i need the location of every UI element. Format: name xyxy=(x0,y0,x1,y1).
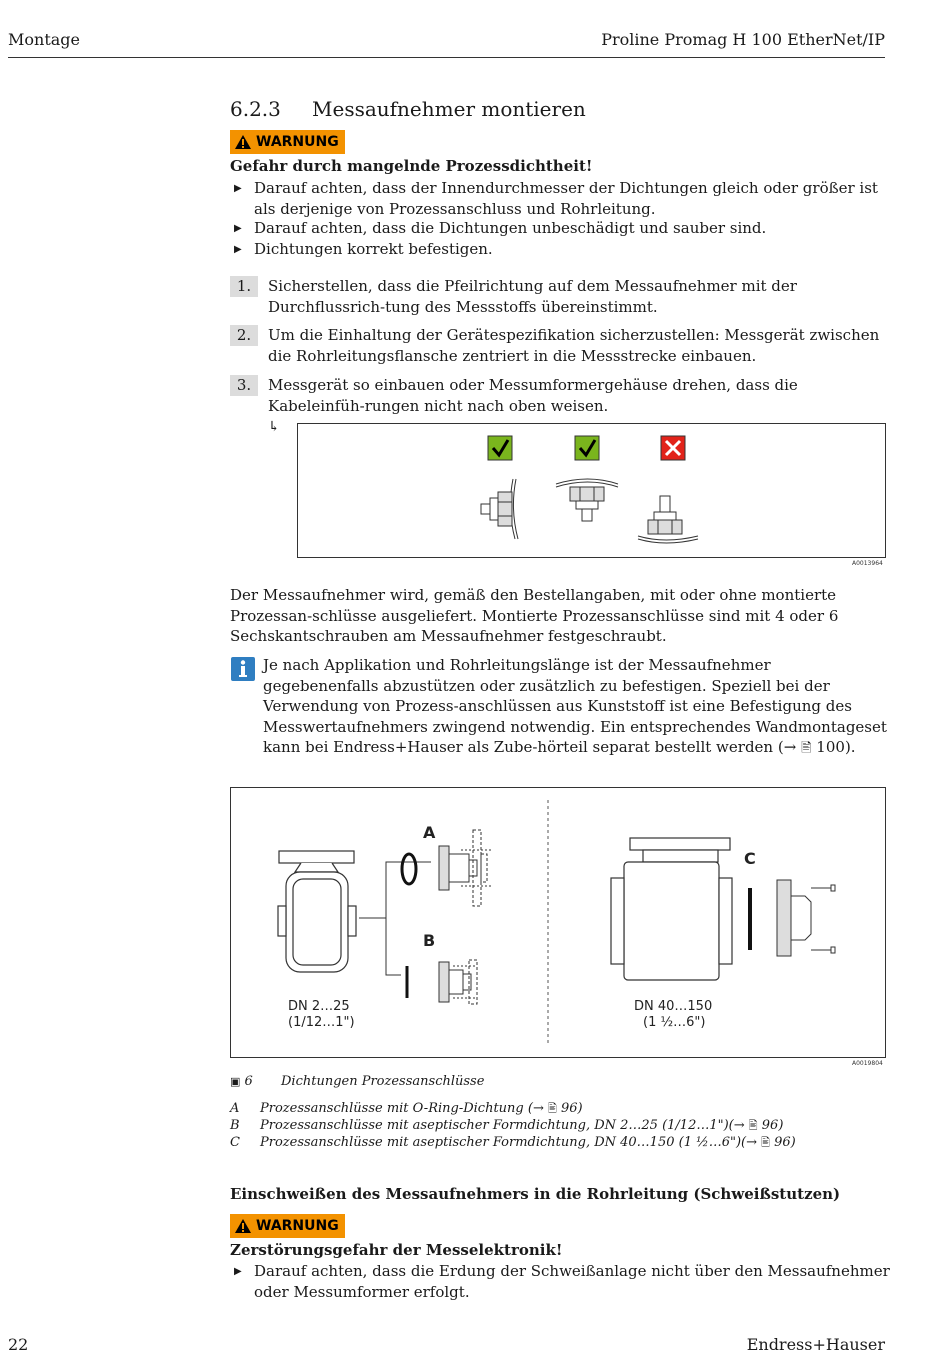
step-item xyxy=(230,325,890,366)
legend-key: A xyxy=(230,1101,240,1116)
large-sensor-drawing xyxy=(611,838,732,980)
step-number: 3. xyxy=(230,375,258,396)
process-connections-drawing xyxy=(231,788,885,1057)
ref-close: ). xyxy=(844,738,856,756)
figure-caption xyxy=(230,1074,253,1089)
header-right: Proline Promag H 100 EtherNet/IP xyxy=(601,30,885,49)
warning-triangle-icon xyxy=(234,134,252,150)
legend-text xyxy=(260,1100,583,1117)
footer-brand: Endress+Hauser xyxy=(746,1335,885,1354)
caption-number: 6 xyxy=(244,1074,253,1089)
section-number: 6.2.3 xyxy=(230,97,281,121)
warning-label: WARNUNG xyxy=(256,134,339,150)
legend-close: ) xyxy=(778,1118,784,1133)
warning-triangle-icon xyxy=(234,1218,252,1234)
warning-badge xyxy=(230,1214,345,1238)
warning-heading: Zerstörungsgefahr der Messelektronik! xyxy=(230,1241,563,1259)
legend-page: 96 xyxy=(560,1101,578,1116)
step-number: 2. xyxy=(230,325,258,346)
check-icon xyxy=(575,436,599,460)
small-sensor-drawing xyxy=(278,851,356,972)
legend-text xyxy=(260,1117,783,1134)
legend-page: 96 xyxy=(774,1135,791,1150)
info-icon xyxy=(231,657,255,681)
ref-arrow: → xyxy=(783,738,797,756)
device-sideways-drawing xyxy=(481,479,518,539)
figure-code: A0019804 xyxy=(852,1060,883,1067)
process-connections-figure xyxy=(230,787,886,1058)
caption-text: Dichtungen Prozessanschlüsse xyxy=(281,1074,485,1089)
header-left: Montage xyxy=(8,30,80,49)
page-ref-icon: 🖹 xyxy=(748,1119,758,1132)
page-ref-icon: 🖹 xyxy=(761,1136,770,1149)
warning-bullet: ▶ Darauf achten, dass die Erdung der Schweißanlage nicht über den Messaufnehmer oder Messumformer erfolgt. xyxy=(230,1261,890,1302)
warning-bullet: ▶ Dichtungen korrekt befestigen. xyxy=(230,239,890,260)
step-text: Sicherstellen, dass die Pfeilrichtung auf dem Messaufnehmer mit der Durchflussrich-tung des Messstoffs übereinstimmt. xyxy=(268,277,797,316)
installation-figure xyxy=(297,423,886,558)
step-item xyxy=(230,375,890,416)
label-c: C xyxy=(744,849,756,868)
header-rule xyxy=(8,57,885,58)
info-note-text: Je nach Applikation und Rohrleitungslänge ist der Messaufnehmer gegebenenfalls abzustützen oder zusätzlich zu befestigen. Speziell bei der Verwendung von Prozess-anschlüssen aus Kunststoff ist eine Befestigung des Messwertaufnehmers zwingend notwendig. Ein entsprechendes Wandmontageset kann bei Endress+Hauser als Zube-hörteil separat bestellt werden ( xyxy=(263,656,887,756)
page-ref-icon: 🖹 xyxy=(801,741,812,756)
legend-close: ) xyxy=(577,1101,583,1116)
body-paragraph: Der Messaufnehmer wird, gemäß den Bestellangaben, mit oder ohne montierte Prozessan-schlüsse ausgeliefert. Montierte Prozessanschlüsse sind mit 4 oder 6 Sechskantschrauben am Messaufnehmer festgeschraubt. xyxy=(230,586,839,645)
device-down-drawing xyxy=(556,479,618,521)
warning-heading: Gefahr durch mangelnde Prozessdichtheit! xyxy=(230,157,593,175)
left-dn-label: DN 2…25 xyxy=(288,999,350,1014)
legend-key: C xyxy=(230,1135,240,1150)
note-page-ref: 100 xyxy=(816,738,845,756)
legend-text xyxy=(260,1134,796,1151)
figure-icon: ▣ xyxy=(230,1075,241,1088)
legend-close: ) xyxy=(790,1135,796,1150)
page-number: 22 xyxy=(8,1335,29,1354)
figure-code: A0013964 xyxy=(852,560,883,567)
legend-page: 96 xyxy=(761,1118,779,1133)
cross-icon xyxy=(661,436,685,460)
right-inch-label: (1 ½…6") xyxy=(643,1015,706,1030)
section-title xyxy=(230,97,586,121)
device-up-drawing xyxy=(638,496,698,543)
subsection-title: Einschweißen des Messaufnehmers in die Rohrleitung (Schweißstutzen) xyxy=(230,1185,841,1203)
o-ring-drawing xyxy=(402,854,416,884)
step-text: Um die Einhaltung der Gerätespezifikation sicherzustellen: Messgerät zwischen die Rohrleitungsflansche zentriert in die Messstrecke einbauen. xyxy=(268,326,880,365)
warning-badge xyxy=(230,130,345,154)
page-ref-icon: 🖹 xyxy=(547,1102,557,1115)
connection-b-drawing xyxy=(439,960,477,1004)
legend-description: Prozessanschlüsse mit O-Ring-Dichtung (→ xyxy=(260,1101,548,1116)
installation-drawing xyxy=(298,424,885,557)
legend-key: B xyxy=(230,1118,240,1133)
right-dn-label: DN 40…150 xyxy=(634,999,713,1014)
warning-bullet: ▶ Darauf achten, dass der Innendurchmesser der Dichtungen gleich oder größer ist als derjenige von Prozessanschluss und Rohrleitung. xyxy=(230,178,890,219)
section-title-text: Messaufnehmer montieren xyxy=(312,97,586,121)
warning-bullet: ▶ Darauf achten, dass die Dichtungen unbeschädigt und sauber sind. xyxy=(230,218,890,239)
callout-lines xyxy=(359,862,431,975)
legend-description: Prozessanschlüsse mit aseptischer Formdichtung, DN 40…150 (1 ½…6")(→ xyxy=(260,1135,762,1150)
info-note xyxy=(263,655,887,760)
left-inch-label: (1/12…1") xyxy=(288,1015,355,1030)
step-item xyxy=(230,276,890,317)
step-number: 1. xyxy=(230,276,258,297)
warning-label: WARNUNG xyxy=(256,1218,339,1234)
step-text: Messgerät so einbauen oder Messumformergehäuse drehen, dass die Kabeleinfüh-rungen nicht nach oben weisen. xyxy=(268,376,798,415)
check-icon xyxy=(488,436,512,460)
legend-description: Prozessanschlüsse mit aseptischer Formdichtung, DN 2…25 (1/12…1")(→ xyxy=(260,1118,749,1133)
label-a: A xyxy=(423,823,436,842)
label-b: B xyxy=(423,931,436,950)
connection-c-drawing xyxy=(777,880,835,956)
connection-a-drawing xyxy=(439,830,491,906)
result-arrow-icon: ↳ xyxy=(268,419,280,435)
